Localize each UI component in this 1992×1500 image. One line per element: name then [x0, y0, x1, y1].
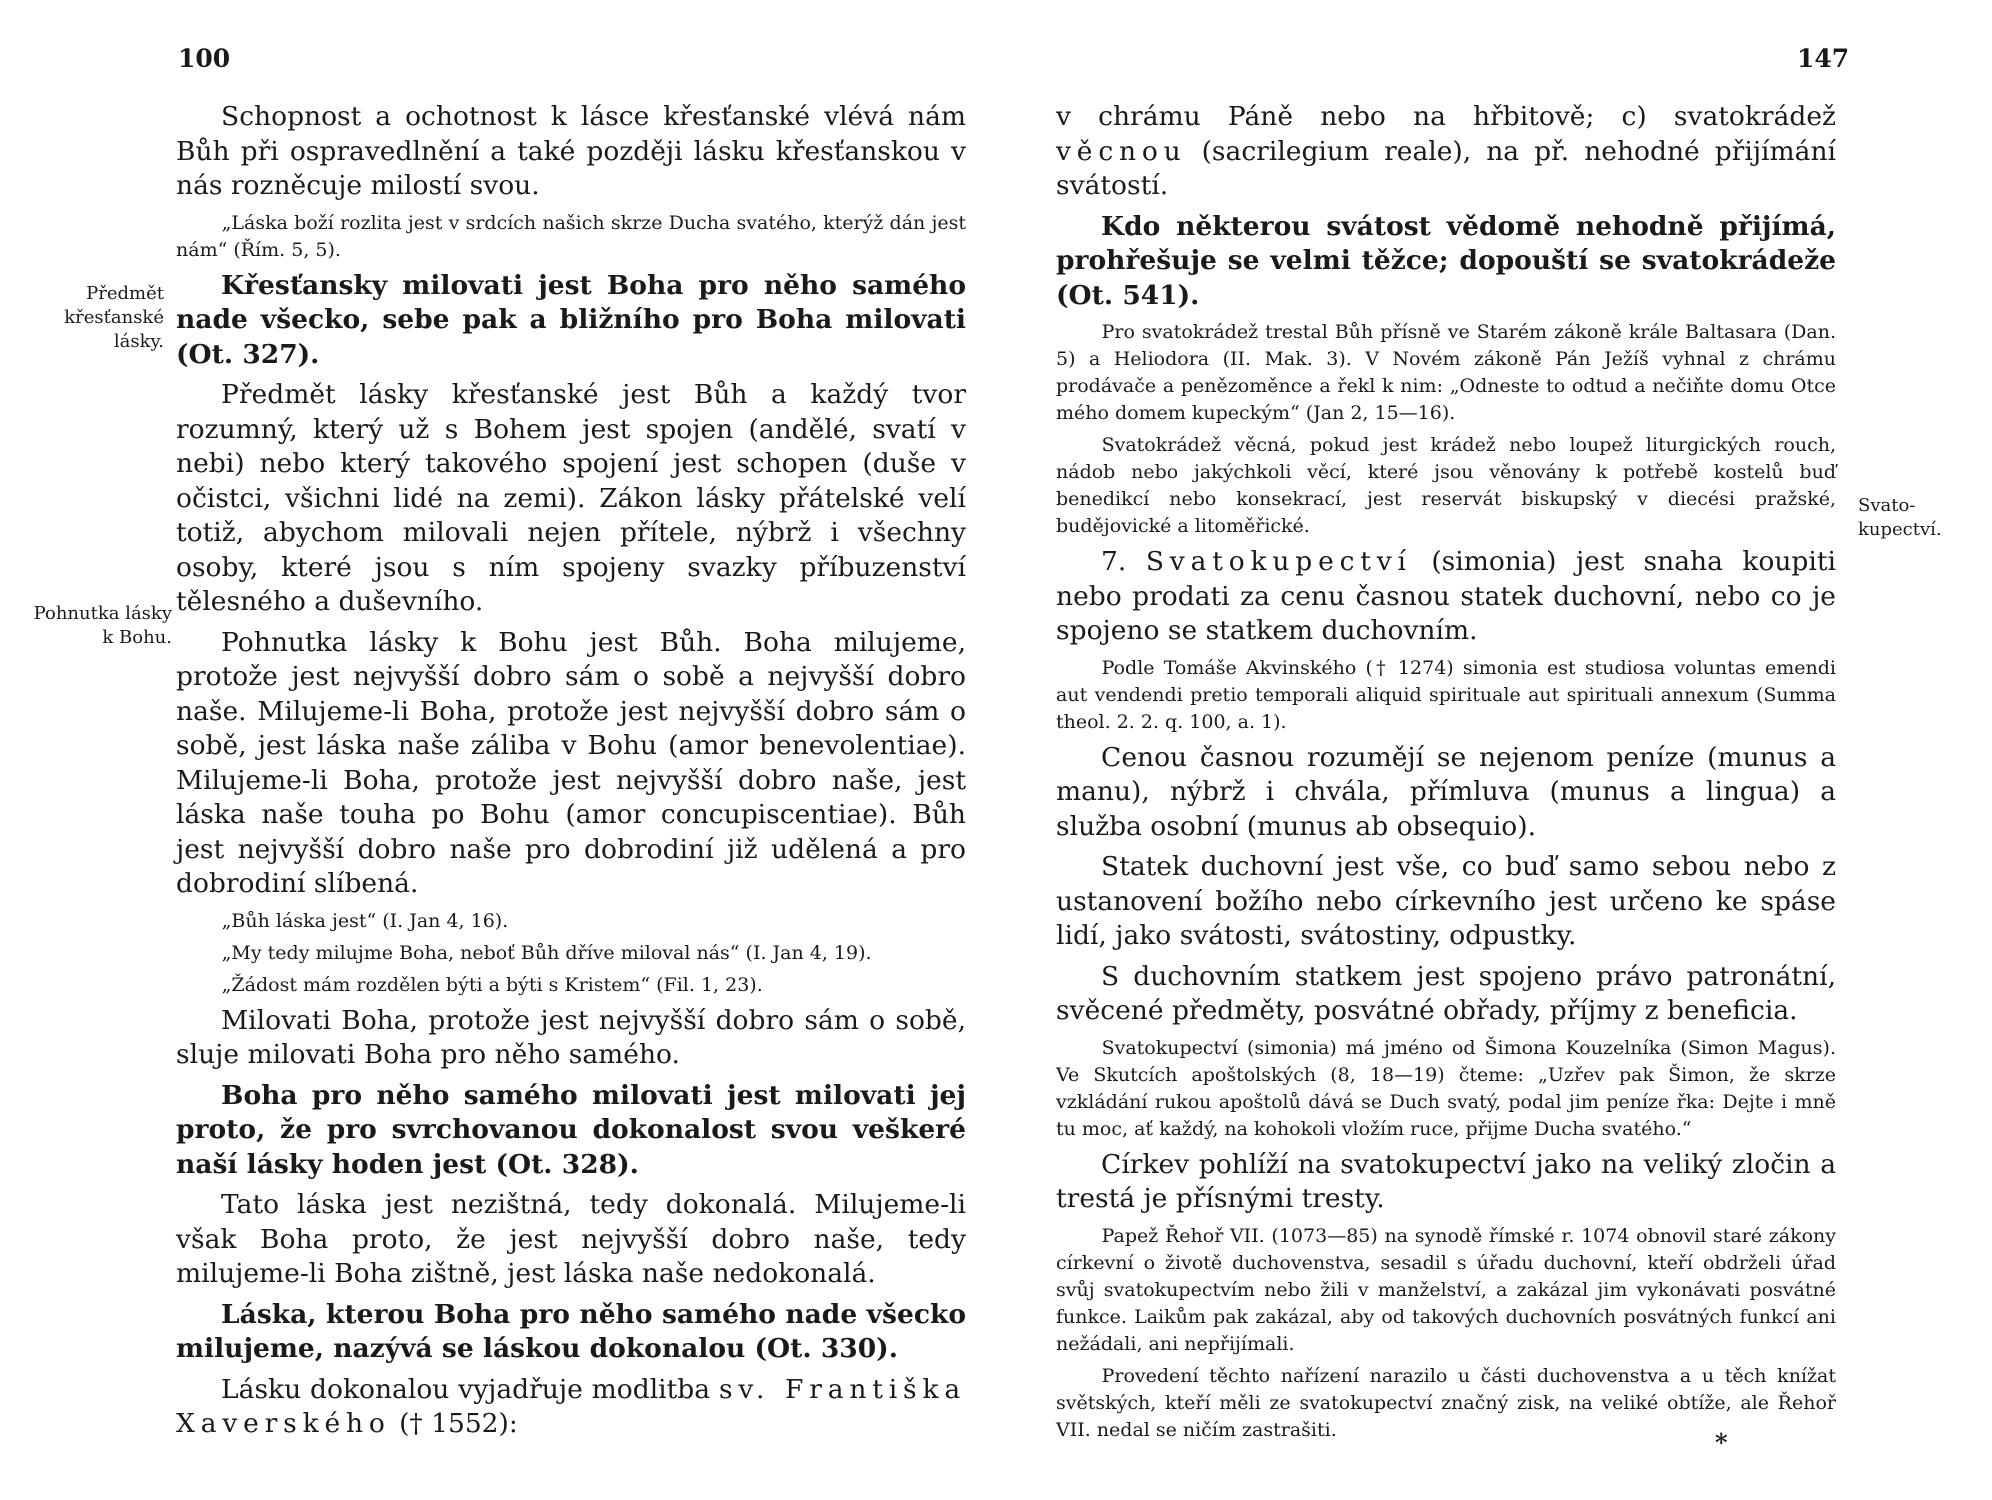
paragraph: Pohnutka lásky k Bohu jest Bůh. Boha milujeme, protože jest nejvyšší dobro sám o sobě a nejvyšší dobro naše. Milujeme-li Boha, protože jest nejvyšší dobro sám o sobě, jest láska naše záliba v Bohu (amor benevolentiae). Milujeme-li Boha, protože jest nejvyšší dobro naše, jest láska naše touha po Bohu (amor concupiscentiae). Bůh jest nejvyšší dobro naše pro dobrodiní již udělená a pro dobrodiní slíbená.	[176, 626, 966, 899]
paragraph	[1056, 545, 1836, 649]
text-run: (simonia) jest snaha koupiti nebo prodati za cenu časnou statek duchovní, nebo co je spojeno se statkem duchovním.	[1056, 546, 1836, 646]
text-run: 7.	[1101, 546, 1127, 577]
small-paragraph: Svatokrádež věcná, pokud jest krádež nebo loupež liturgických rouch, nádob nebo jakýchkoli věcí, které jsou věnovány k potřebě kostelů buď benedikcí nebo konsekrací, jest reservát biskupský v diecési pražské, budějovické a litoměřické.	[1056, 434, 1836, 537]
text-run: (sacrilegium reale), na př. nehodné přijímání svátostí.	[1056, 135, 1836, 201]
spaced-name: sv. Františka Xaverského	[176, 1373, 966, 1439]
right-page-text	[1056, 100, 1836, 1449]
text-run: v chrámu Páně nebo na hřbitově; c) svatokrádež	[1056, 101, 1836, 132]
paragraph: Předmět lásky křesťanské jest Bůh a každý tvor rozumný, který už s Bohem jest spojen (andělé, svatí v nebi) nebo který takového spojení jest schopen (duše v očistci, všichni lidé na zemi). Zákon lásky přátelské velí totiž, abychom milovali nejen přítele, nýbrž i všechny osoby, které jsou s ním spojeny svazky příbuzenství tělesného a duševního.	[176, 379, 966, 617]
left-page-number: 100	[178, 44, 231, 73]
text-run: Lásku dokonalou vyjadřuje modlitba	[221, 1373, 711, 1405]
paragraph: Tato láska jest nezištná, tedy dokonalá. Milujeme-li však Boha proto, že jest nejvyšší dobro naše, tedy milujeme-li Boha zištně, jest láska naše nedokonalá.	[176, 1189, 966, 1289]
small-paragraph: Podle Tomáše Akvinského († 1274) simonia est studiosa voluntas emendi aut vendendi pretio temporali aliquid spirituale aut spirituali annexum (Summa theol. 2. 2. q. 100, a. 1).	[1056, 656, 1836, 733]
small-paragraph: Svatokupectví (simonia) má jméno od Šimona Kouzelníka (Simon Magus). Ve Skutcích apoštolských (8, 18—19) čteme: „Uzřev pak Šimon, že skrze vzkládání rukou apoštolů dává se Duch svatý, podal jim peníze řka: Dejte i mně tu moc, ať každý, na kohokoli vložím ruce, přijme Ducha svatého.“	[1056, 1036, 1836, 1140]
small-paragraph: „Bůh láska jest“ (I. Jan 4, 16).	[221, 909, 509, 932]
paragraph: S duchovním statkem jest spojeno právo patronátní, svěcené předměty, posvátné obřady, příjmy z beneficia.	[1056, 960, 1836, 1026]
bold-paragraph: Křesťansky milovati jest Boha pro něho samého nade všecko, sebe pak a bližního pro Boha milovati (Ot. 327).	[176, 269, 966, 370]
paragraph	[176, 1373, 966, 1442]
bold-paragraph: Kdo některou svátost vědomě nehodně přijímá, prohřešuje se velmi těžce; dopouští se svatokrádeže (Ot. 541).	[1056, 210, 1836, 311]
spaced-term: Svatokupectví	[1145, 546, 1412, 577]
paragraph: Milovati Boha, protože jest nejvyšší dobro sám o sobě, sluje milovati Boha pro něho samého.	[176, 1004, 966, 1070]
footer-asterisk: *	[1715, 1428, 1728, 1457]
margin-note-pohnutka: Pohnutka lásky k Bohu.	[33, 603, 172, 648]
paragraph: Statek duchovní jest vše, co buď samo sebou nebo z ustanovení božího nebo církevního jest určeno ke spáse lidí, jako svátosti, svátostiny, odpustky.	[1056, 851, 1836, 951]
left-page-text	[176, 100, 966, 1448]
paragraph: Církev pohlíží na svatokupectví jako na veliký zločin a trestá je přísnými tresty.	[1056, 1148, 1836, 1214]
bold-paragraph: Láska, kterou Boha pro něho samého nade všecko milujeme, nazývá se láskou dokonalou (Ot. 330).	[176, 1298, 966, 1364]
paragraph	[1056, 100, 1836, 204]
small-paragraph: „Žádost mám rozdělen býti a býti s Kristem“ (Fil. 1, 23).	[221, 973, 763, 996]
spaced-word: věcnou	[1056, 135, 1187, 167]
paragraph: Schopnost a ochotnost k lásce křesťanské vlévá nám Bůh při ospravedlnění a také později lásku křesťanskou v nás rozněcuje milostí svou.	[176, 101, 966, 201]
small-paragraph: Provedení těchto nařízení narazilo u části duchovenstva a u těch knížat světských, kteří měli ze svatokupectví značný zisk, na veliké obtíže, ale Řehoř VII. nedal se ničím zastrašiti.	[1056, 1364, 1836, 1441]
margin-note-svatokupectvi: Svato-kupectví.	[1858, 495, 1942, 540]
paragraph: Cenou časnou rozumějí se nejenom peníze (munus a manu), nýbrž i chvála, přímluva (munus a lingua) a služba osobní (munus ab obsequio).	[1056, 741, 1836, 842]
small-paragraph: Pro svatokrádež trestal Bůh přísně ve Starém zákoně krále Baltasara (Dan. 5) a Heliodora (II. Mak. 3). V Novém zákoně Pán Ježíš vyhnal z chrámu prodávače a penězoměnce a řekl k nim: „Odneste to odtud a nečiňte domu Otce mého domem kupeckým“ (Jan 2, 15—16).	[1056, 321, 1836, 424]
small-paragraph: „My tedy milujme Boha, neboť Bůh dříve miloval nás“ (I. Jan 4, 19).	[221, 941, 872, 964]
right-page-number: 147	[1797, 44, 1850, 73]
small-paragraph: „Láska boží rozlita jest v srdcích našich skrze Ducha svatého, kterýž dán jest nám“ (Řím. 5, 5).	[176, 211, 966, 261]
small-paragraph: Papež Řehoř VII. (1073—85) na synodě římské r. 1074 obnovil staré zákony církevní o životě duchovenstva, sesadil s úřadu duchovní, kteří obdrželi úřad svůj svatokupectvím nebo žili v manželství, a zakázal jim vykonávati posvátné funkce. Laikům pak zakázal, aby od takových duchovních posvátných funkcí ani nežádali, ani nepřijímali.	[1056, 1224, 1836, 1355]
margin-note-predmet: Předmět křesťanské lásky.	[64, 283, 164, 352]
text-run: († 1552):	[399, 1408, 518, 1439]
bold-paragraph: Boha pro něho samého milovati jest milovati jej proto, že pro svrchovanou dokonalost svou veškeré naší lásky hoden jest (Ot. 328).	[176, 1079, 966, 1180]
